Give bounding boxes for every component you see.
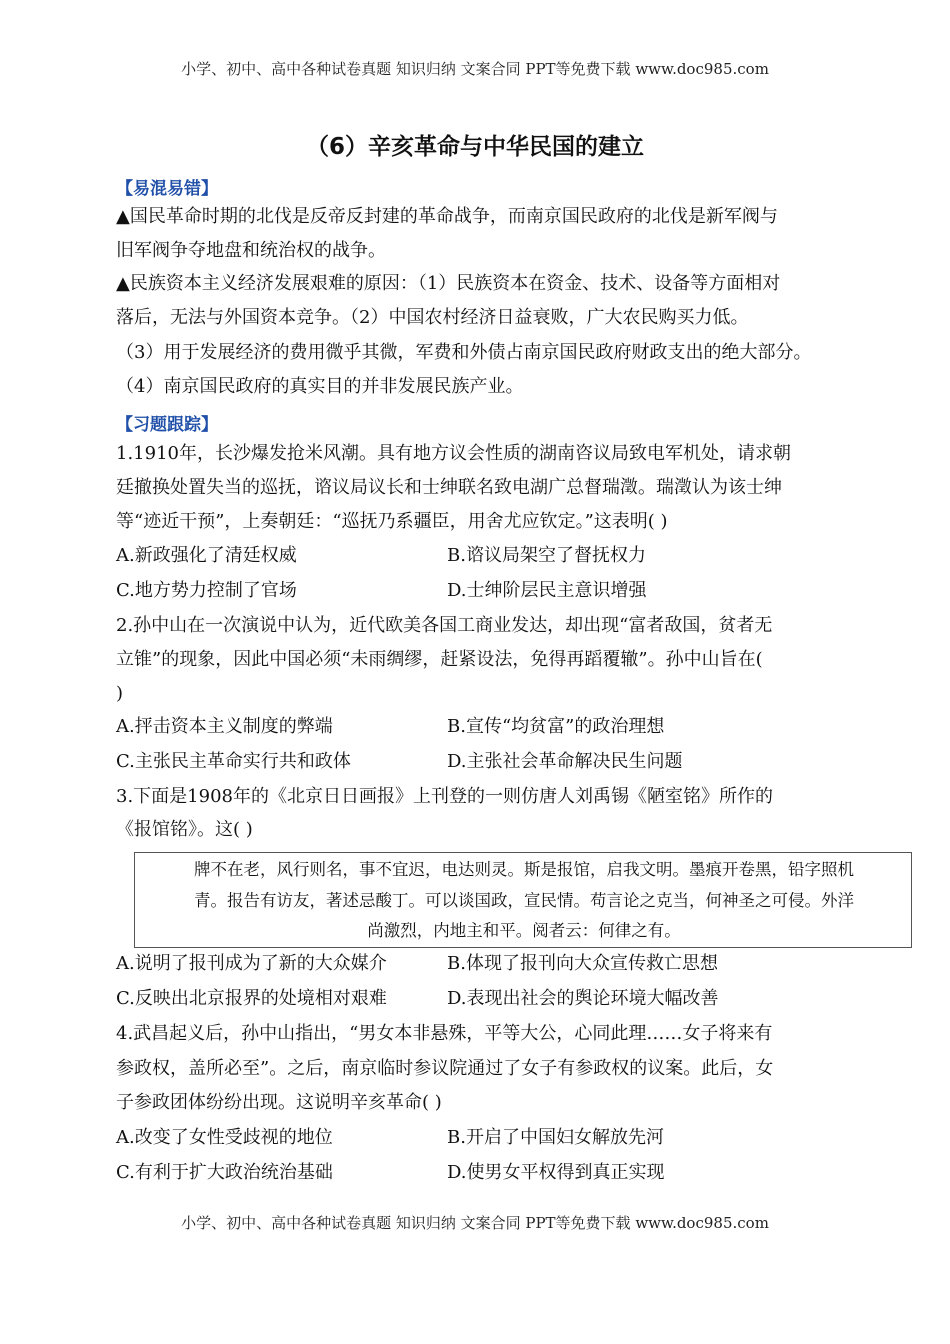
q2-option-a[interactable]: A.抨击资本主义制度的弊端 — [116, 716, 333, 737]
q4-option-d[interactable]: D.使男女平权得到真正实现 — [447, 1162, 665, 1183]
q1-option-c[interactable]: C.地方势力控制了官场 — [116, 580, 297, 601]
question-2-text: 立锥”的现象，因此中国必须“未雨绸缪，赶紧设法，免得再蹈覆辙”。孙中山旨在( — [116, 649, 763, 670]
q1-option-b[interactable]: B.谘议局架空了督抚权力 — [447, 545, 646, 566]
question-3-text: 《报馆铭》。这( ) — [116, 819, 253, 840]
point-line: （4）南京国民政府的真实目的并非发展民族产业。 — [116, 376, 524, 397]
page-header: 小学、初中、高中各种试卷真题 知识归纳 文案合同 PPT等免费下载 www.doc985.com — [181, 60, 769, 78]
question-4-text: 参政权，盖所必至”。之后，南京临时参议院通过了女子有参政权的议案。此后，女 — [116, 1058, 774, 1079]
point-line: 落后，无法与外国资本竞争。（2）中国农村经济日益衰败，广大农民购买力低。 — [116, 307, 749, 328]
quote-line: 牌不在老，风行则名，事不宜迟，电达则灵。斯是报馆，启我文明。墨痕开卷黑，铅字照机 — [194, 860, 854, 879]
question-4-text: 子参政团体纷纷出现。这说明辛亥革命( ) — [116, 1092, 442, 1113]
quote-line: 尚激烈，内地主和平。阅者云：何律之有。 — [367, 921, 681, 940]
point-line: ▲民族资本主义经济发展艰难的原因：（1）民族资本在资金、技术、设备等方面相对 — [116, 273, 781, 294]
q4-option-b[interactable]: B.开启了中国妇女解放先河 — [447, 1127, 664, 1148]
q2-option-b[interactable]: B.宣传“均贫富”的政治理想 — [447, 716, 665, 737]
q3-option-a[interactable]: A.说明了报刊成为了新的大众媒介 — [116, 953, 387, 974]
q2-option-c[interactable]: C.主张民主革命实行共和政体 — [116, 751, 351, 772]
page-title: （6）辛亥革命与中华民国的建立 — [305, 134, 644, 160]
question-1-text: 1.1910年，长沙爆发抢米风潮。具有地方议会性质的湖南咨议局致电军机处，请求朝 — [116, 443, 791, 464]
q2-option-d[interactable]: D.主张社会革命解决民生问题 — [447, 751, 683, 772]
quoted-passage-box — [134, 852, 912, 948]
question-1-text: 廷撤换处置失当的巡抚，谘议局议长和士绅联名致电湖广总督瑞澂。瑞澂认为该士绅 — [116, 477, 782, 498]
page-footer: 小学、初中、高中各种试卷真题 知识归纳 文案合同 PPT等免费下载 www.doc985.com — [181, 1214, 769, 1232]
question-4-text: 4.武昌起义后，孙中山指出，“男女本非悬殊，平等大公，心同此理……女子将来有 — [116, 1023, 773, 1044]
question-2-text: ) — [116, 683, 124, 704]
point-line: ▲国民革命时期的北伐是反帝反封建的革命战争，而南京国民政府的北伐是新军阀与 — [116, 206, 778, 227]
section-heading-mistakes: 【易混易错】 — [116, 179, 218, 199]
q3-option-d[interactable]: D.表现出社会的舆论环境大幅改善 — [447, 988, 719, 1009]
q3-option-b[interactable]: B.体现了报刊向大众宣传救亡思想 — [447, 953, 718, 974]
q4-option-a[interactable]: A.改变了女性受歧视的地位 — [116, 1127, 333, 1148]
question-2-text: 2.孙中山在一次演说中认为，近代欧美各国工商业发达，却出现“富者敌国，贫者无 — [116, 615, 773, 636]
point-line: （3）用于发展经济的费用微乎其微，军费和外债占南京国民政府财政支出的绝大部分。 — [116, 342, 812, 363]
question-1-text: 等“迹近干预”，上奏朝廷：“巡抚乃系疆臣，用舍尤应钦定。”这表明( ) — [116, 511, 668, 532]
section-heading-exercises: 【习题跟踪】 — [116, 415, 218, 435]
question-3-text: 3.下面是1908年的《北京日日画报》上刊登的一则仿唐人刘禹锡《陋室铭》所作的 — [116, 786, 773, 807]
point-line: 旧军阀争夺地盘和统治权的战争。 — [116, 240, 386, 261]
quote-line: 青。报告有访友，著述忌酸丁。可以谈国政，宣民情。苟言论之克当，何神圣之可侵。外洋 — [194, 891, 854, 910]
q3-option-c[interactable]: C.反映出北京报界的处境相对艰难 — [116, 988, 387, 1009]
q1-option-a[interactable]: A.新政强化了清廷权威 — [116, 545, 297, 566]
q1-option-d[interactable]: D.士绅阶层民主意识增强 — [447, 580, 647, 601]
q4-option-c[interactable]: C.有利于扩大政治统治基础 — [116, 1162, 333, 1183]
